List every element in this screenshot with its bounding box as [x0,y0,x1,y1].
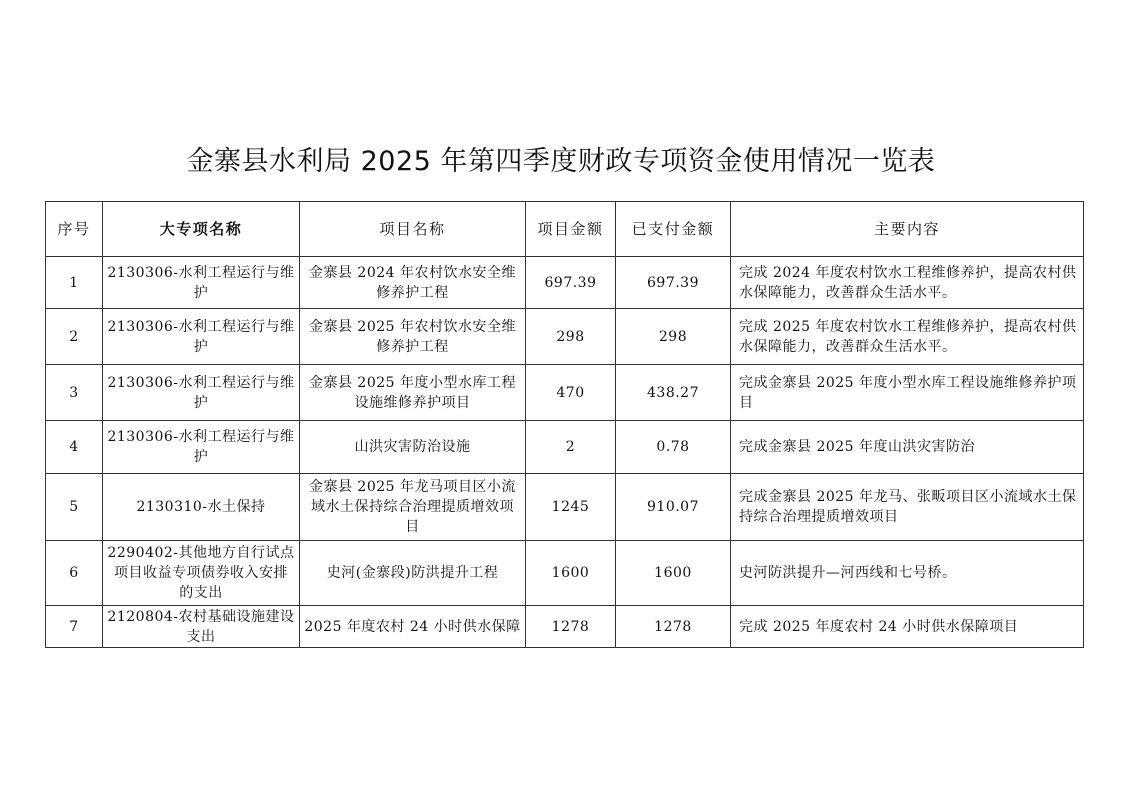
cell-paid-amount: 298 [616,309,731,365]
cell-main-content: 完成 2025 年度农村饮水工程维修养护，提高农村供水保障能力，改善群众生活水平。 [731,309,1084,365]
cell-seq: 4 [46,421,103,474]
table-row [46,541,1084,606]
table-row [46,606,1084,648]
cell-paid-amount: 1600 [616,541,731,606]
cell-project-name: 金寨县 2025 年度小型水库工程设施维修养护项目 [300,365,526,421]
cell-seq: 3 [46,365,103,421]
cell-seq: 5 [46,474,103,541]
cell-paid-amount: 0.78 [616,421,731,474]
cell-seq: 1 [46,257,103,309]
header-project-name: 项目名称 [300,202,526,257]
header-seq: 序号 [46,202,103,257]
cell-category: 2130306-水利工程运行与维护 [103,309,300,365]
header-project-amount: 项目金额 [526,202,616,257]
table-row [46,421,1084,474]
header-paid-amount: 已支付金额 [616,202,731,257]
cell-category: 2130306-水利工程运行与维护 [103,257,300,309]
cell-seq: 2 [46,309,103,365]
cell-category: 2130306-水利工程运行与维护 [103,421,300,474]
cell-main-content: 完成 2024 年度农村饮水工程维修养护，提高农村供水保障能力，改善群众生活水平。 [731,257,1084,309]
cell-project-name: 山洪灾害防治设施 [300,421,526,474]
cell-project-name: 史河(金寨段)防洪提升工程 [300,541,526,606]
cell-project-amount: 1600 [526,541,616,606]
cell-paid-amount: 1278 [616,606,731,648]
table-row [46,257,1084,309]
cell-main-content: 完成金寨县 2025 年度小型水库工程设施维修养护项目 [731,365,1084,421]
cell-project-name: 金寨县 2025 年龙马项目区小流域水土保持综合治理提质增效项目 [300,474,526,541]
cell-paid-amount: 910.07 [616,474,731,541]
cell-project-name: 金寨县 2024 年农村饮水安全维修养护工程 [300,257,526,309]
funds-table [45,201,1084,648]
cell-seq: 6 [46,541,103,606]
document-title: 金寨县水利局 2025 年第四季度财政专项资金使用情况一览表 [186,146,936,177]
cell-paid-amount: 697.39 [616,257,731,309]
cell-project-amount: 470 [526,365,616,421]
cell-paid-amount: 438.27 [616,365,731,421]
cell-project-amount: 2 [526,421,616,474]
cell-project-name: 2025 年度农村 24 小时供水保障 [300,606,526,648]
cell-project-amount: 697.39 [526,257,616,309]
cell-seq: 7 [46,606,103,648]
cell-category: 2130306-水利工程运行与维护 [103,365,300,421]
cell-category: 2290402-其他地方自行试点项目收益专项债券收入安排的支出 [103,541,300,606]
table-row [46,309,1084,365]
header-main-content: 主要内容 [731,202,1084,257]
table-row [46,474,1084,541]
cell-category: 2120804-农村基础设施建设支出 [103,606,300,648]
cell-project-amount: 298 [526,309,616,365]
cell-project-name: 金寨县 2025 年农村饮水安全维修养护工程 [300,309,526,365]
cell-main-content: 史河防洪提升—河西线和七号桥。 [731,541,1084,606]
cell-main-content: 完成 2025 年度农村 24 小时供水保障项目 [731,606,1084,648]
table-header-row [46,202,1084,257]
cell-project-amount: 1245 [526,474,616,541]
cell-project-amount: 1278 [526,606,616,648]
header-category: 大专项名称 [103,202,300,257]
cell-main-content: 完成金寨县 2025 年龙马、张畈项目区小流域水土保持综合治理提质增效项目 [731,474,1084,541]
table-row [46,365,1084,421]
cell-main-content: 完成金寨县 2025 年度山洪灾害防治 [731,421,1084,474]
cell-category: 2130310-水土保持 [103,474,300,541]
